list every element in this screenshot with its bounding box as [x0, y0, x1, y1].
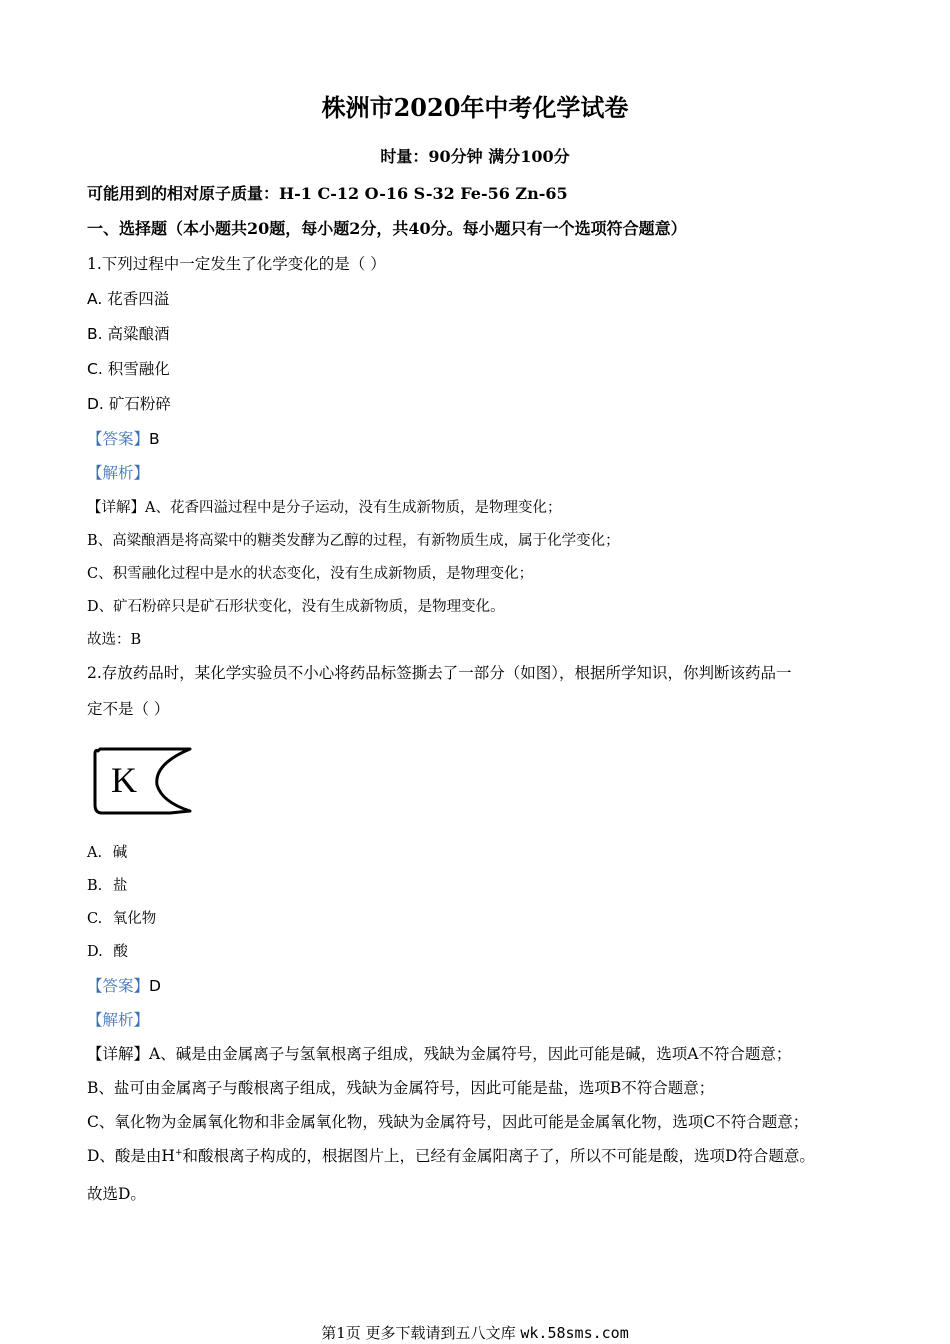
- section-title: 一、选择题（本小题共20题，每小题2分，共40分。每小题只有一个选项符合题意）: [87, 219, 687, 238]
- q2-option-b-text: 盐: [112, 878, 128, 894]
- q1-option-d-text: 矿石粉碎: [108, 395, 171, 413]
- q2-answer-tag: 【答案】: [87, 977, 150, 995]
- q1-option-c: [87, 357, 170, 379]
- q2-option-d: [87, 940, 128, 961]
- q2-conclusion: 故选D。: [87, 1185, 146, 1203]
- q1-detail-tag: 【详解】: [87, 500, 145, 516]
- q2-detail-text-a: A、碱是由金属离子与氢氧根离子组成，残缺为金属符号，因此可能是碱，选项A不符合题意；: [149, 1045, 792, 1063]
- q1-answer: [87, 427, 160, 449]
- q2-detail-d-post: 和酸根离子构成的，根据图片上，已经有金属阳离子了，所以不可能是酸，选项D符合题意。: [182, 1147, 815, 1165]
- q2-answer-value: D: [149, 977, 161, 995]
- q2-option-d-text: 酸: [113, 944, 128, 960]
- page-footer: [0, 1322, 950, 1343]
- q2-analysis-tag: 【解析】: [87, 1011, 150, 1029]
- q1-option-b-text: 高粱酿酒: [107, 325, 170, 343]
- q2-detail-line-d: [87, 1144, 815, 1166]
- footer-page-text: 第1页 更多下载请到五八文库: [321, 1324, 516, 1342]
- footer-url[interactable]: wk.58sms.com: [520, 1324, 629, 1342]
- q1-option-a-text: 花香四溢: [107, 290, 170, 308]
- q2-detail-tag: 【详解】: [87, 1045, 150, 1063]
- q1-option-a: [87, 287, 169, 309]
- torn-label-figure: [90, 742, 200, 822]
- torn-label-outline: [95, 749, 190, 813]
- q2-stem-line1: 2.存放药品时，某化学实验员不小心将药品标签撕去了一部分（如图），根据所学知识，你判断该药品一: [87, 664, 792, 682]
- q1-option-c-text: 积雪融化: [107, 360, 170, 378]
- q2-option-b: [87, 874, 127, 895]
- q1-detail-line-a: [87, 496, 561, 517]
- q1-answer-tag: 【答案】: [87, 430, 150, 448]
- q2-option-c-letter: C.: [87, 911, 103, 927]
- exam-time-score: 时量：90分钟 满分100分: [380, 147, 570, 166]
- exam-title: 株洲市2020年中考化学试卷: [321, 93, 629, 122]
- q2-option-a-text: 碱: [112, 845, 128, 861]
- q2-detail-d-pre: D、酸是由H: [87, 1147, 175, 1165]
- q2-option-c-text: 氧化物: [112, 911, 157, 927]
- q2-option-a-letter: A.: [87, 845, 103, 861]
- q1-option-d-letter: D.: [87, 395, 104, 413]
- q2-option-c: [87, 907, 156, 928]
- q1-answer-value: B: [149, 430, 160, 448]
- q2-detail-line-c: C、氧化物为金属氧化物和非金属氧化物，残缺为金属符号，因此可能是金属氧化物，选项C不符合题意；: [87, 1113, 809, 1131]
- q1-option-b: [87, 322, 170, 344]
- q2-answer: [87, 974, 161, 996]
- q1-option-b-letter: B.: [87, 325, 103, 343]
- q1-stem: 1.下列过程中一定发生了化学变化的是（ ）: [87, 255, 386, 273]
- q2-detail-d-sup: +: [174, 1147, 183, 1158]
- q2-option-d-letter: D.: [87, 944, 103, 960]
- q1-option-c-letter: C.: [87, 360, 103, 378]
- q1-conclusion: 故选：B: [87, 632, 142, 648]
- q1-detail-line-b: B、高粱酿酒是将高粱中的糖类发酵为乙醇的过程，有新物质生成，属于化学变化；: [87, 533, 620, 549]
- q1-detail-line-c: C、积雪融化过程中是水的状态变化，没有生成新物质，是物理变化；: [87, 566, 534, 582]
- q1-detail-text-a: A、花香四溢过程中是分子运动，没有生成新物质，是物理变化；: [145, 500, 562, 516]
- q1-option-d: [87, 392, 171, 414]
- q2-option-b-letter: B.: [87, 878, 103, 894]
- q2-stem-line2: 定不是（ ）: [87, 700, 170, 718]
- q2-option-a: [87, 841, 127, 862]
- label-symbol-k: K: [111, 760, 137, 800]
- q1-option-a-letter: A.: [87, 290, 103, 308]
- q1-analysis-tag: 【解析】: [87, 464, 150, 482]
- atomic-mass-line: 可能用到的相对原子质量：H-1 C-12 O-16 S-32 Fe-56 Zn-65: [87, 184, 568, 203]
- q1-detail-line-d: D、矿石粉碎只是矿石形状变化，没有生成新物质，是物理变化。: [87, 599, 505, 615]
- q2-detail-line-a: [87, 1042, 791, 1064]
- q2-detail-line-b: B、盐可由金属离子与酸根离子组成，残缺为金属符号，因此可能是盐，选项B不符合题意；: [87, 1079, 715, 1097]
